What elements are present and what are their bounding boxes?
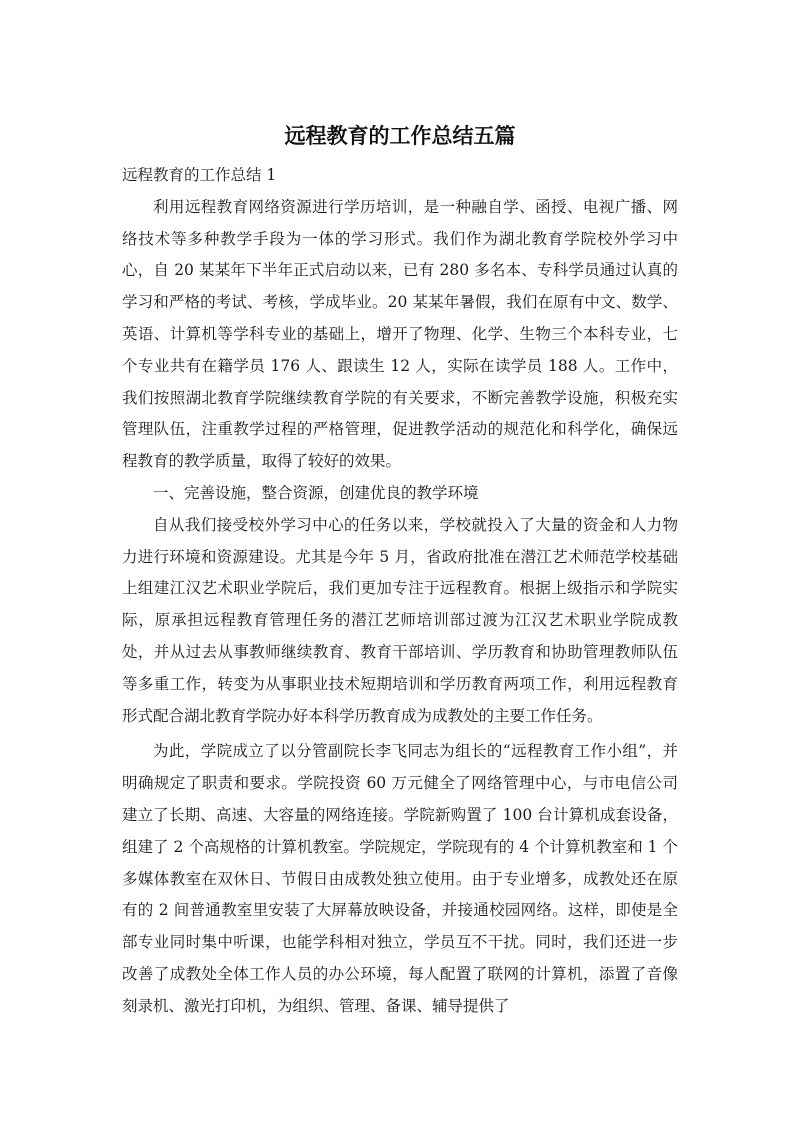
- paragraph-intro: 利用远程教育网络资源进行学历培训，是一种融自学、函授、电视广播、网络技术等多种教学手段为一体的学习形式。我们作为湖北教育学院校外学习中心，自 20 某某年下半年正式启动以来，已有 280 多名本、专科学员通过认真的学习和严格的考试、考核，学成毕业。20 某某年暑假，我们在原有中文、数学、英语、计算机等学科专业的基础上，增开了物理、化学、生物三个本科专业，七个专业共有在籍学员 176 人、跟读生 12 人，实际在读学员 188 人。工作中，我们按照湖北教育学院继续教育学院的有关要求，不断完善教学设施，积极充实管理队伍，注重教学过程的严格管理，促进教学活动的规范化和科学化，确保远程教育的教学质量，取得了较好的效果。: [122, 197, 678, 471]
- section-heading: 一、完善设施，整合资源，创建优良的教学环境: [153, 483, 479, 502]
- section-subtitle: 远程教育的工作总结 1: [122, 166, 277, 184]
- document-title: 远程教育的工作总结五篇: [284, 124, 516, 148]
- document-body: [122, 160, 678, 1023]
- paragraph-facilities: 自从我们接受校外学习中心的任务以来，学校就投入了大量的资金和人力物力进行环境和资源建设。尤其是今年 5 月，省政府批准在潜江艺术师范学校基础上组建江汉艺术职业学院后，我们更加专注于远程教育。根据上级指示和学院实际，原承担远程教育管理任务的潜江艺师培训部过渡为江汉艺术职业学院成教处，并从过去从事教师继续教育、教育干部培训、学历教育和协助管理教师队伍等多重工作，转变为从事职业技术短期培训和学历教育两项工作，利用远程教育形式配合湖北教育学院办好本科学历教育成为成教处的主要工作任务。: [122, 515, 678, 725]
- paragraph-measures: 为此，学院成立了以分管副院长李飞同志为组长的“远程教育工作小组”，并明确规定了职责和要求。学院投资 60 万元健全了网络管理中心，与市电信公司建立了长期、高速、大容量的网络连接。学院新购置了 100 台计算机成套设备，组建了 2 个高规格的计算机教室。学院规定，学院现有的 4 个计算机教室和 1 个多媒体教室在双休日、节假日由成教处独立使用。由于专业增多，成教处还在原有的 2 间普通教室里安装了大屏幕放映设备，并接通校园网络。这样，即使是全部专业同时集中听课，也能学科相对独立，学员互不干扰。同时，我们还进一步改善了成教处全体工作人员的办公环境，每人配置了联网的计算机，添置了音像刻录机、激光打印机，为组织、管理、备课、辅导提供了: [122, 742, 678, 1015]
